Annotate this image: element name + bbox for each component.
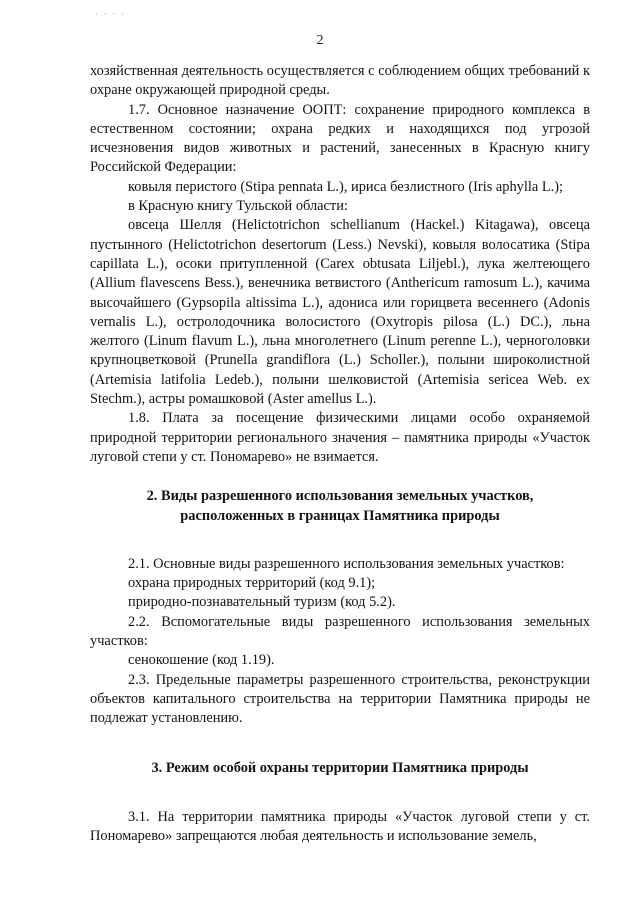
section-2-heading-line1: 2. Виды разрешенного использования земельных участков, (146, 488, 534, 505)
document-body (90, 62, 590, 846)
paragraph-use-code-1-19: сенокошение (код 1.19). (128, 652, 275, 669)
paragraph-2-3: 2.3. Предельные параметры разрешенного строительства, реконструкции объектов капитального строительства на территории Памятника природы не подлежат установлению. (90, 671, 590, 727)
paragraph-red-book-rf-species: ковыля перистого (Stipa pennata L.), ириса безлистного (Iris aphylla L.); (128, 178, 564, 195)
paragraph-2-2: 2.2. Вспомогательные виды разрешенного использования земельных участков: (90, 613, 590, 650)
section-2-heading-line2: расположенных в границах Памятника природы (180, 507, 500, 524)
paragraph-1-8: 1.8. Плата за посещение физическими лицами особо охраняемой природной территории регионального значения – памятника природы «Участок луговой степи у ст. Пономарево» не взимается. (90, 410, 590, 465)
scan-artifact: · · · · (95, 10, 126, 19)
section-2-heading (90, 487, 590, 526)
section-3-heading: 3. Режим особой охраны территории Памятника природы (151, 759, 529, 776)
paragraph-2-1: 2.1. Основные виды разрешенного использования земельных участков: (128, 555, 565, 572)
paragraph-1-7: 1.7. Основное назначение ООПТ: сохранение природного комплекса в естественном состоянии; охрана редких и находящихся под угрозой исчезновения видов животных и растений, занесенных в Красную книгу Российской Федерации: (90, 101, 590, 176)
paragraph-3-1: 3.1. На территории памятника природы «Участок луговой степи у ст. Пономарево» запрещаются любая деятельность и использование земель, (90, 808, 590, 845)
paragraph-red-book-tula-species: овсеца Шелля (Helictotrichon schellianum (Hackel.) Kitagawa), овсеца пустынного (Helictotrichon desertorum (Less.) Nevski), ковыля волосатика (Stipa capillata L.), осоки притупленной (Carex obtusata Liljebl.), лука желтеющего (Allium flavescens Bess.), венечника ветвистого (Anthericum ramosum L.), качима высочайшего (Gypsopila altissima L.), адониса или горицвета весеннего (Adonis vernalis L.), остролодочника волосистого (Oxytropis pilosa (L.) DC.), льна желтого (Linum flavum L.), льна многолетнего (Linum perenne L.), черноголовки крупноцветковой (Prunella grandiflora (L.) Scholler.), полыни широколистной (Artemisia latifolia Ledeb.), полыни шелковистой (Artemisia sericea Web. ex Stechm.), астры ромашковой (Aster amellus L.). (90, 217, 590, 408)
paragraph-intro-continuation: хозяйственная деятельность осуществляется с соблюдением общих требований к охране окружающей природной среды. (90, 63, 590, 99)
paragraph-use-code-5-2: природно-познавательный туризм (код 5.2). (128, 594, 396, 611)
paragraph-red-book-tula-intro: в Красную книгу Тульской области: (128, 198, 348, 215)
paragraph-use-code-9-1: охрана природных территорий (код 9.1); (128, 575, 376, 592)
page-number: 2 (316, 33, 324, 48)
